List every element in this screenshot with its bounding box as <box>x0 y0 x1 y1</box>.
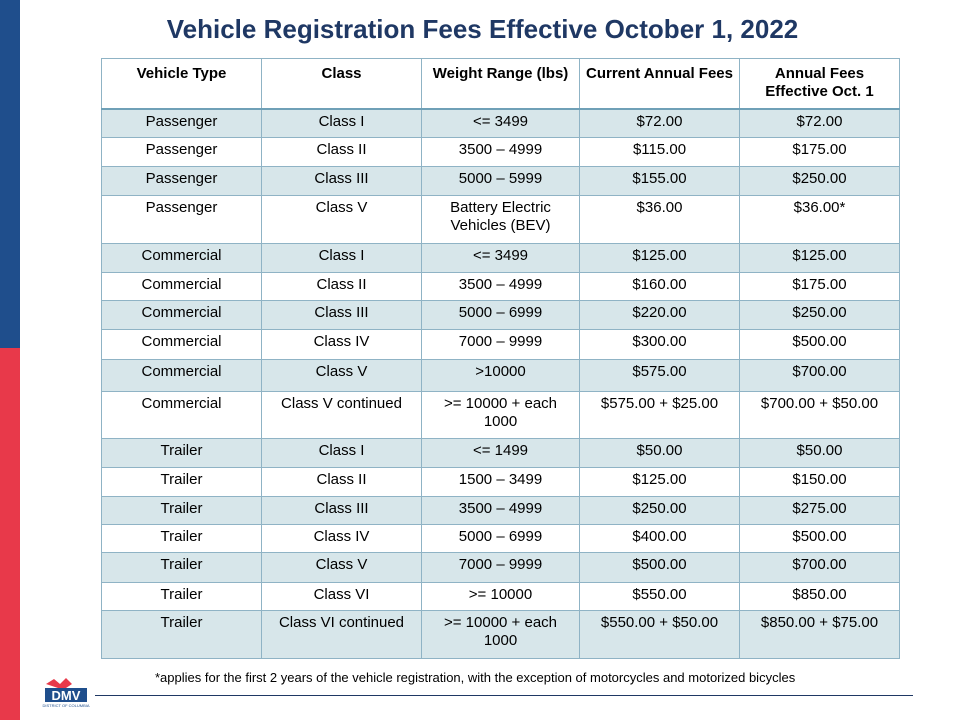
header-new-fees: Annual Fees Effective Oct. 1 <box>740 59 900 110</box>
cell-class: Class V <box>262 359 422 391</box>
table-body <box>102 109 900 658</box>
cell-current-fee: $575.00 <box>580 359 740 391</box>
cell-new-fee: $250.00 <box>740 300 900 329</box>
table-row <box>102 552 900 582</box>
cell-vehicle-type: Trailer <box>102 524 262 552</box>
header-class: Class <box>262 59 422 110</box>
cell-weight-range: 3500 – 4999 <box>422 137 580 166</box>
table-row <box>102 166 900 195</box>
cell-weight-range: 1500 – 3499 <box>422 467 580 496</box>
cell-weight-range: 7000 – 9999 <box>422 329 580 359</box>
cell-new-fee: $850.00 <box>740 582 900 610</box>
cell-new-fee: $700.00 + $50.00 <box>740 391 900 438</box>
table-row <box>102 359 900 391</box>
cell-current-fee: $160.00 <box>580 272 740 300</box>
cell-vehicle-type: Trailer <box>102 610 262 658</box>
cell-new-fee: $500.00 <box>740 329 900 359</box>
cell-weight-range: >= 10000 + each 1000 <box>422 610 580 658</box>
cell-new-fee: $125.00 <box>740 243 900 272</box>
table-row <box>102 438 900 467</box>
cell-vehicle-type: Commercial <box>102 391 262 438</box>
cell-current-fee: $550.00 <box>580 582 740 610</box>
left-accent-bar-red <box>0 348 20 720</box>
cell-weight-range: Battery Electric Vehicles (BEV) <box>422 195 580 243</box>
cell-class: Class VI <box>262 582 422 610</box>
table-row <box>102 467 900 496</box>
table-row <box>102 137 900 166</box>
cell-new-fee: $36.00* <box>740 195 900 243</box>
table-row <box>102 496 900 524</box>
cell-class: Class IV <box>262 329 422 359</box>
cell-new-fee: $50.00 <box>740 438 900 467</box>
cell-class: Class III <box>262 300 422 329</box>
cell-vehicle-type: Commercial <box>102 359 262 391</box>
table-row <box>102 524 900 552</box>
cell-new-fee: $150.00 <box>740 467 900 496</box>
cell-new-fee: $275.00 <box>740 496 900 524</box>
cell-class: Class III <box>262 166 422 195</box>
cell-current-fee: $72.00 <box>580 109 740 137</box>
cell-weight-range: 5000 – 5999 <box>422 166 580 195</box>
table-row <box>102 272 900 300</box>
header-vehicle-type: Vehicle Type <box>102 59 262 110</box>
cell-weight-range: >10000 <box>422 359 580 391</box>
table-row <box>102 109 900 137</box>
fees-table <box>101 58 900 659</box>
cell-class: Class IV <box>262 524 422 552</box>
cell-current-fee: $155.00 <box>580 166 740 195</box>
header-current-fees: Current Annual Fees <box>580 59 740 110</box>
cell-class: Class I <box>262 438 422 467</box>
header-weight-range: Weight Range (lbs) <box>422 59 580 110</box>
cell-vehicle-type: Passenger <box>102 109 262 137</box>
cell-weight-range: 5000 – 6999 <box>422 300 580 329</box>
cell-new-fee: $700.00 <box>740 359 900 391</box>
cell-class: Class II <box>262 467 422 496</box>
cell-class: Class I <box>262 109 422 137</box>
cell-class: Class II <box>262 137 422 166</box>
cell-new-fee: $175.00 <box>740 137 900 166</box>
table-row <box>102 329 900 359</box>
cell-weight-range: >= 10000 <box>422 582 580 610</box>
table-row <box>102 610 900 658</box>
cell-weight-range: 5000 – 6999 <box>422 524 580 552</box>
cell-weight-range: >= 10000 + each 1000 <box>422 391 580 438</box>
cell-vehicle-type: Trailer <box>102 496 262 524</box>
cell-vehicle-type: Commercial <box>102 329 262 359</box>
cell-class: Class V continued <box>262 391 422 438</box>
cell-current-fee: $36.00 <box>580 195 740 243</box>
cell-new-fee: $250.00 <box>740 166 900 195</box>
cell-vehicle-type: Passenger <box>102 137 262 166</box>
cell-new-fee: $175.00 <box>740 272 900 300</box>
cell-new-fee: $700.00 <box>740 552 900 582</box>
cell-class: Class V <box>262 195 422 243</box>
cell-class: Class III <box>262 496 422 524</box>
cell-current-fee: $50.00 <box>580 438 740 467</box>
cell-current-fee: $125.00 <box>580 467 740 496</box>
table-header-row <box>102 59 900 110</box>
cell-vehicle-type: Commercial <box>102 300 262 329</box>
table-row <box>102 243 900 272</box>
cell-current-fee: $300.00 <box>580 329 740 359</box>
dc-dmv-logo <box>42 676 90 710</box>
cell-current-fee: $400.00 <box>580 524 740 552</box>
cell-vehicle-type: Trailer <box>102 438 262 467</box>
logo-text: DMV <box>51 688 81 703</box>
cell-vehicle-type: Commercial <box>102 243 262 272</box>
table-row <box>102 300 900 329</box>
cell-vehicle-type: Trailer <box>102 552 262 582</box>
cell-current-fee: $575.00 + $25.00 <box>580 391 740 438</box>
cell-new-fee: $500.00 <box>740 524 900 552</box>
cell-current-fee: $125.00 <box>580 243 740 272</box>
cell-current-fee: $250.00 <box>580 496 740 524</box>
cell-current-fee: $115.00 <box>580 137 740 166</box>
cell-new-fee: $850.00 + $75.00 <box>740 610 900 658</box>
cell-class: Class II <box>262 272 422 300</box>
cell-weight-range: 3500 – 4999 <box>422 496 580 524</box>
cell-vehicle-type: Passenger <box>102 166 262 195</box>
cell-vehicle-type: Trailer <box>102 467 262 496</box>
cell-weight-range: <= 3499 <box>422 109 580 137</box>
table-row <box>102 391 900 438</box>
cell-current-fee: $500.00 <box>580 552 740 582</box>
footer-rule <box>95 695 913 696</box>
cell-vehicle-type: Passenger <box>102 195 262 243</box>
page-title: Vehicle Registration Fees Effective October 1, 2022 <box>166 14 799 44</box>
cell-weight-range: 3500 – 4999 <box>422 272 580 300</box>
cell-weight-range: 7000 – 9999 <box>422 552 580 582</box>
table-row <box>102 582 900 610</box>
cell-weight-range: <= 1499 <box>422 438 580 467</box>
cell-weight-range: <= 3499 <box>422 243 580 272</box>
table-row <box>102 195 900 243</box>
left-accent-bar-blue <box>0 0 20 348</box>
cell-current-fee: $220.00 <box>580 300 740 329</box>
cell-vehicle-type: Commercial <box>102 272 262 300</box>
cell-vehicle-type: Trailer <box>102 582 262 610</box>
cell-new-fee: $72.00 <box>740 109 900 137</box>
cell-class: Class V <box>262 552 422 582</box>
cell-current-fee: $550.00 + $50.00 <box>580 610 740 658</box>
logo-subtext: DISTRICT OF COLUMBIA <box>42 703 90 708</box>
cell-class: Class I <box>262 243 422 272</box>
cell-class: Class VI continued <box>262 610 422 658</box>
footnote: *applies for the first 2 years of the vehicle registration, with the exception of motorcycles and motorized bicycles <box>155 670 796 685</box>
